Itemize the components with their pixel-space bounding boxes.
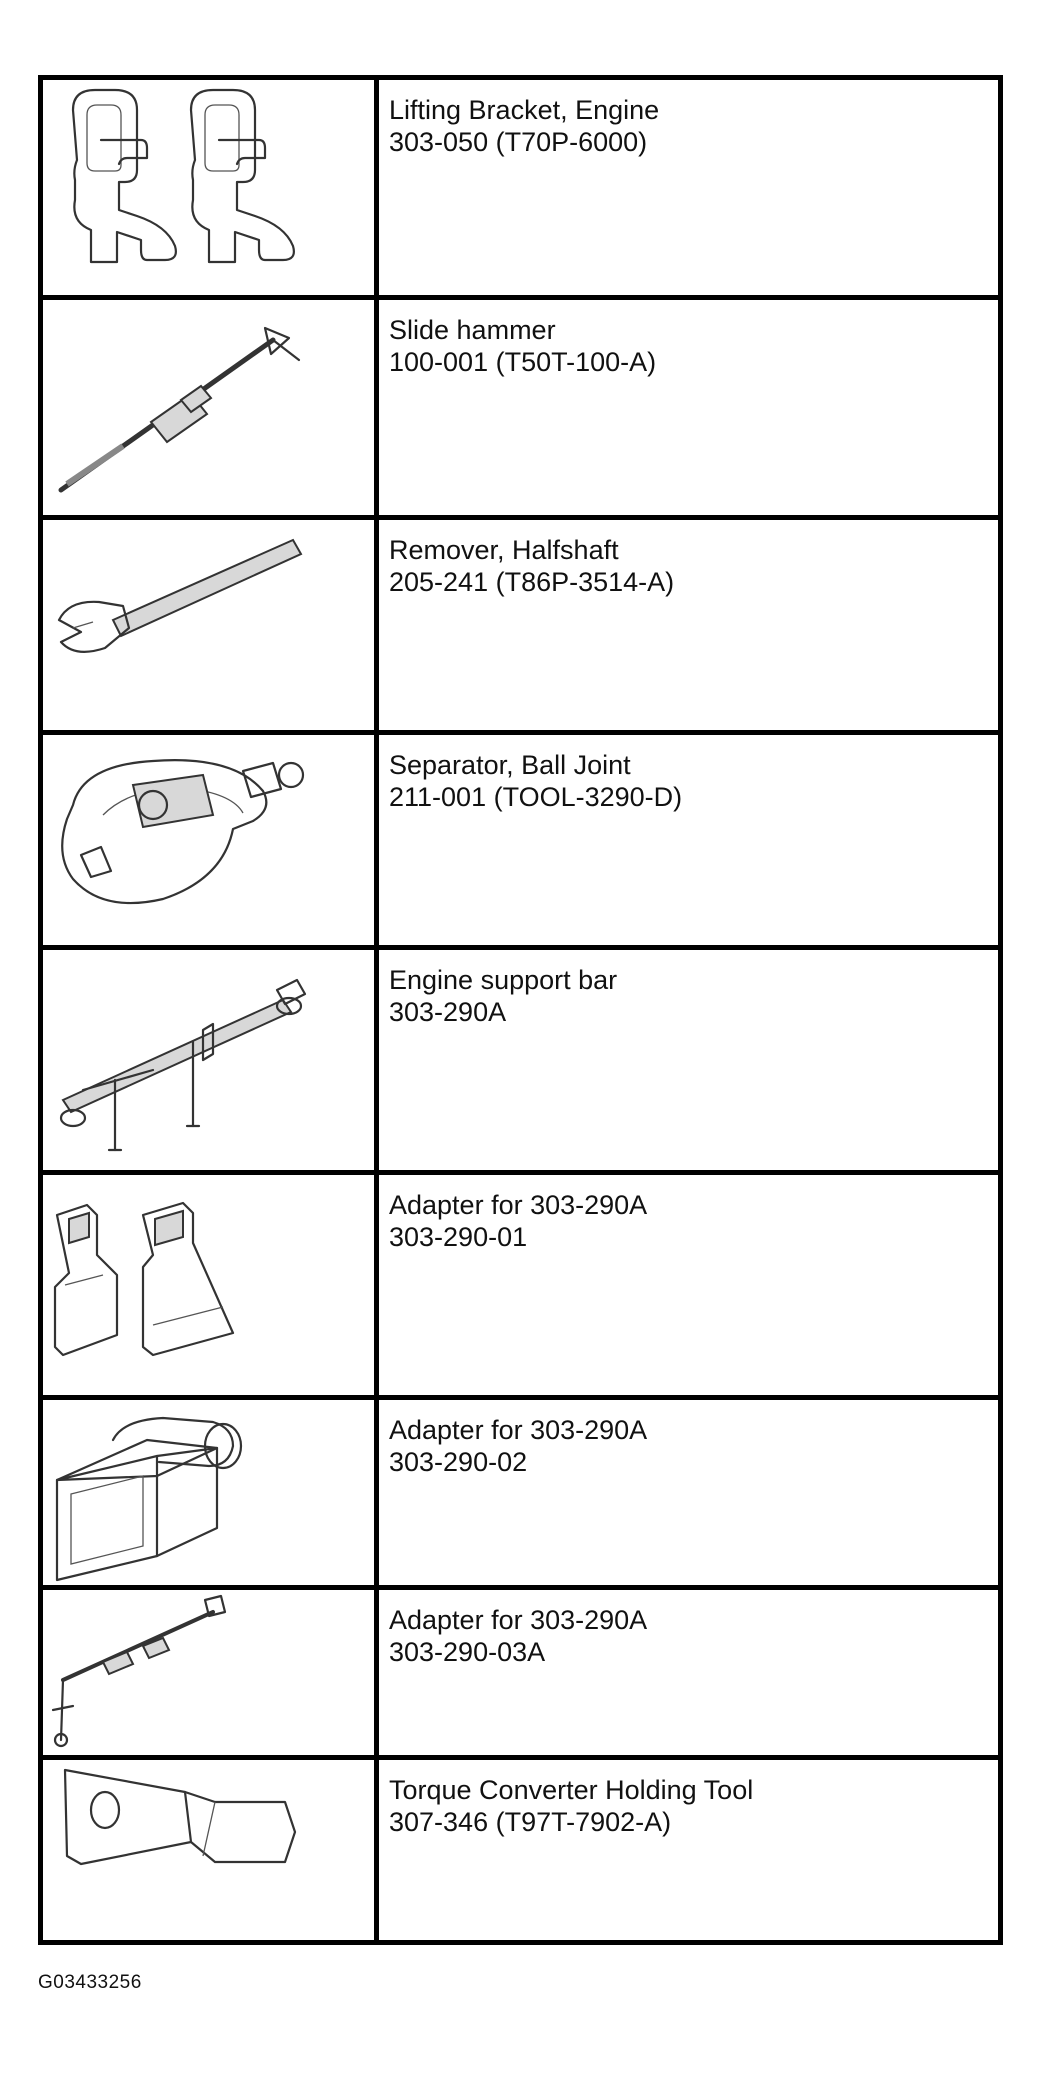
tool-part-number: 211-001 (TOOL-3290-D) (389, 782, 683, 812)
tool-description (389, 534, 988, 598)
tool-part-number: 303-290-03A (389, 1637, 546, 1667)
tool-description (389, 1774, 988, 1838)
tool-description (389, 94, 988, 158)
tool-name: Slide hammer (389, 315, 556, 345)
tool-part-number: 307-346 (T97T-7902-A) (389, 1807, 672, 1837)
tool-description (389, 314, 988, 378)
tool-name: Separator, Ball Joint (389, 750, 631, 780)
engine-support-bar-icon (43, 950, 374, 1170)
tool-description (389, 749, 988, 813)
tool-name: Adapter for 303-290A (389, 1605, 648, 1635)
tool-part-number: 303-290A (389, 997, 507, 1027)
special-tools-table (38, 75, 1003, 1945)
tool-row (43, 520, 998, 730)
halfshaft-remover-icon (43, 520, 374, 730)
tool-name: Adapter for 303-290A (389, 1415, 648, 1445)
tool-part-number: 303-290-02 (389, 1447, 528, 1477)
tool-description (389, 964, 988, 1028)
tool-name: Engine support bar (389, 965, 618, 995)
tool-name: Adapter for 303-290A (389, 1190, 648, 1220)
adapter-rod-icon (43, 1590, 374, 1755)
tool-row (43, 1590, 998, 1755)
torque-converter-holding-tool-icon (43, 1760, 374, 1940)
tool-row (43, 735, 998, 945)
tool-row (43, 1400, 998, 1585)
tool-part-number: 100-001 (T50T-100-A) (389, 347, 657, 377)
tool-part-number: 303-050 (T70P-6000) (389, 127, 648, 157)
tool-part-number: 205-241 (T86P-3514-A) (389, 567, 675, 597)
tool-name: Torque Converter Holding Tool (389, 1775, 754, 1805)
adapter-bracket-icon (43, 1175, 374, 1395)
tool-description (389, 1414, 988, 1478)
ball-joint-separator-icon (43, 735, 374, 945)
tool-description (389, 1604, 988, 1668)
tool-row (43, 1760, 998, 1940)
tool-row (43, 300, 998, 515)
adapter-block-icon (43, 1400, 374, 1585)
figure-id: G03433256 (38, 1972, 142, 1993)
tool-name: Lifting Bracket, Engine (389, 95, 660, 125)
tool-row (43, 950, 998, 1170)
tool-row (43, 80, 998, 295)
slide-hammer-icon (43, 300, 374, 515)
tool-part-number: 303-290-01 (389, 1222, 528, 1252)
tool-row (43, 1175, 998, 1395)
tool-name: Remover, Halfshaft (389, 535, 619, 565)
lifting-bracket-icon (43, 80, 374, 295)
tool-description (389, 1189, 988, 1253)
